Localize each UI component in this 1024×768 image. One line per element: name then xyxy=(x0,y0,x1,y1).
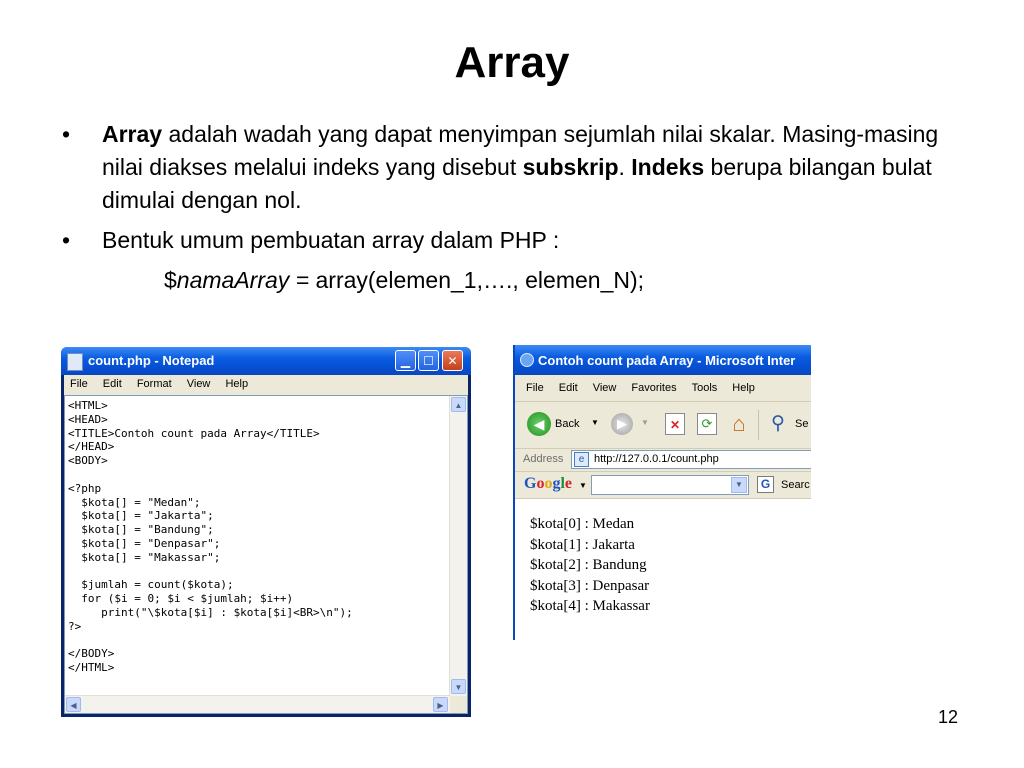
php-source-code: <HTML> <HEAD> <TITLE>Contoh count pada Array</TITLE> </HEAD> <BODY> <?php $kota[] = "Medan"; $kota[] = "Jakarta"; $kota[] = "Bandung"; $kota[] = "Denpasar"; $kota[] = "Makassar"; $jumlah = count($kota); for ($i = 0; $i < $jumlah; $i++) print("\$kota[$i] : $kota[$i]<BR>\n"); ?> </BODY> </HTML> xyxy=(68,399,353,675)
syntax-rest: array(elemen_1,…., elemen_N); xyxy=(309,267,645,293)
close-button[interactable]: ✕ xyxy=(442,350,463,371)
browser-window xyxy=(513,345,811,640)
slide-title: Array xyxy=(454,38,570,87)
forward-icon[interactable]: ▶ xyxy=(611,413,633,435)
browser-title: Contoh count pada Array - Microsoft Inter xyxy=(538,353,796,368)
horizontal-scrollbar[interactable] xyxy=(65,695,450,713)
google-g-icon[interactable]: G xyxy=(757,476,774,493)
notepad-titlebar[interactable] xyxy=(61,347,471,375)
term-indeks: Indeks xyxy=(631,154,705,180)
browser-toolbar xyxy=(515,402,811,449)
address-label: Address xyxy=(523,453,564,465)
chevron-down-icon[interactable]: ▼ xyxy=(731,477,747,493)
menu-edit[interactable]: Edit xyxy=(558,382,578,394)
bullet-marker: • xyxy=(62,227,71,253)
forward-dropdown-icon[interactable]: ▼ xyxy=(641,418,649,427)
term-subskrip: subskrip xyxy=(522,154,619,180)
menu-view[interactable]: View xyxy=(186,378,211,390)
scroll-up-icon[interactable]: ▲ xyxy=(451,397,466,412)
slide-page-number: 12 xyxy=(938,707,959,727)
google-menu-dropdown-icon[interactable]: ▼ xyxy=(579,481,587,490)
menu-view[interactable]: View xyxy=(592,382,617,394)
toolbar-separator xyxy=(758,410,759,440)
syntax-intro-text: Bentuk umum pembuatan array dalam PHP : xyxy=(102,227,560,253)
scroll-left-icon[interactable]: ◀ xyxy=(66,697,81,712)
syntax-name: namaArray = xyxy=(176,267,310,293)
bullet-marker: • xyxy=(62,121,71,147)
notepad-icon xyxy=(67,353,83,371)
menu-format[interactable]: Format xyxy=(136,378,172,390)
back-button-label[interactable]: Back xyxy=(555,418,580,430)
refresh-icon[interactable]: ⟳ xyxy=(697,413,717,435)
output-line: $kota[0] : Medan xyxy=(530,516,635,532)
resize-grip[interactable] xyxy=(450,696,467,713)
browser-menubar xyxy=(515,375,811,402)
home-icon[interactable]: ⌂ xyxy=(732,411,746,436)
menu-file[interactable]: File xyxy=(70,378,88,390)
address-bar xyxy=(515,448,811,472)
menu-help[interactable]: Help xyxy=(732,382,755,394)
syntax-dollar: $ xyxy=(164,267,177,293)
output-line: $kota[3] : Denpasar xyxy=(530,577,650,594)
menu-tools[interactable]: Tools xyxy=(691,382,718,394)
scroll-down-icon[interactable]: ▼ xyxy=(451,679,466,694)
minimize-button[interactable]: ▁ xyxy=(395,350,416,371)
menu-edit[interactable]: Edit xyxy=(102,378,122,390)
back-dropdown-icon[interactable]: ▼ xyxy=(591,418,599,427)
address-url: http://127.0.0.1/count.php xyxy=(594,453,719,465)
index-definition-text: berupa bilangan bulat dimulai dengan nol. xyxy=(102,154,932,213)
output-line: $kota[1] : Jakarta xyxy=(530,536,635,553)
google-toolbar xyxy=(515,472,811,499)
browser-content xyxy=(515,499,811,640)
google-search-input[interactable] xyxy=(591,475,749,495)
search-button-label[interactable]: Se xyxy=(795,418,809,430)
bullet-array-definition xyxy=(62,118,962,217)
ie-page-icon xyxy=(520,353,534,367)
page-icon: e xyxy=(574,452,589,467)
search-icon[interactable]: ⚲ xyxy=(771,413,785,434)
menu-favorites[interactable]: Favorites xyxy=(631,382,677,394)
google-logo[interactable]: Google xyxy=(524,475,573,492)
menu-file[interactable]: File xyxy=(526,382,544,394)
definition-separator: . xyxy=(618,154,632,180)
stop-icon[interactable]: ✕ xyxy=(665,413,685,435)
bullet-list xyxy=(62,118,962,297)
scroll-right-icon[interactable]: ▶ xyxy=(433,697,448,712)
address-input[interactable] xyxy=(571,450,811,469)
output-line: $kota[4] : Makassar xyxy=(530,598,650,614)
notepad-title: count.php - Notepad xyxy=(88,353,215,368)
definition-text: adalah wadah yang dapat menyimpan sejumlah nilai skalar. Masing-masing nilai diakses melalui indeks yang disebut xyxy=(102,121,939,180)
bullet-syntax-intro xyxy=(62,224,962,257)
maximize-button[interactable]: ☐ xyxy=(418,350,439,371)
syntax-example xyxy=(62,264,962,297)
notepad-window xyxy=(61,347,471,717)
output-line: $kota[2] : Bandung xyxy=(530,557,647,573)
menu-help[interactable]: Help xyxy=(225,378,249,390)
notepad-menubar xyxy=(64,375,468,395)
php-output-list xyxy=(530,514,650,617)
term-array: Array xyxy=(102,121,163,147)
google-search-button-label[interactable]: Searc xyxy=(781,479,810,491)
back-icon[interactable]: ◀ xyxy=(527,412,551,436)
vertical-scrollbar[interactable] xyxy=(449,396,467,696)
browser-titlebar[interactable] xyxy=(515,345,811,375)
notepad-text-area[interactable] xyxy=(64,395,468,714)
